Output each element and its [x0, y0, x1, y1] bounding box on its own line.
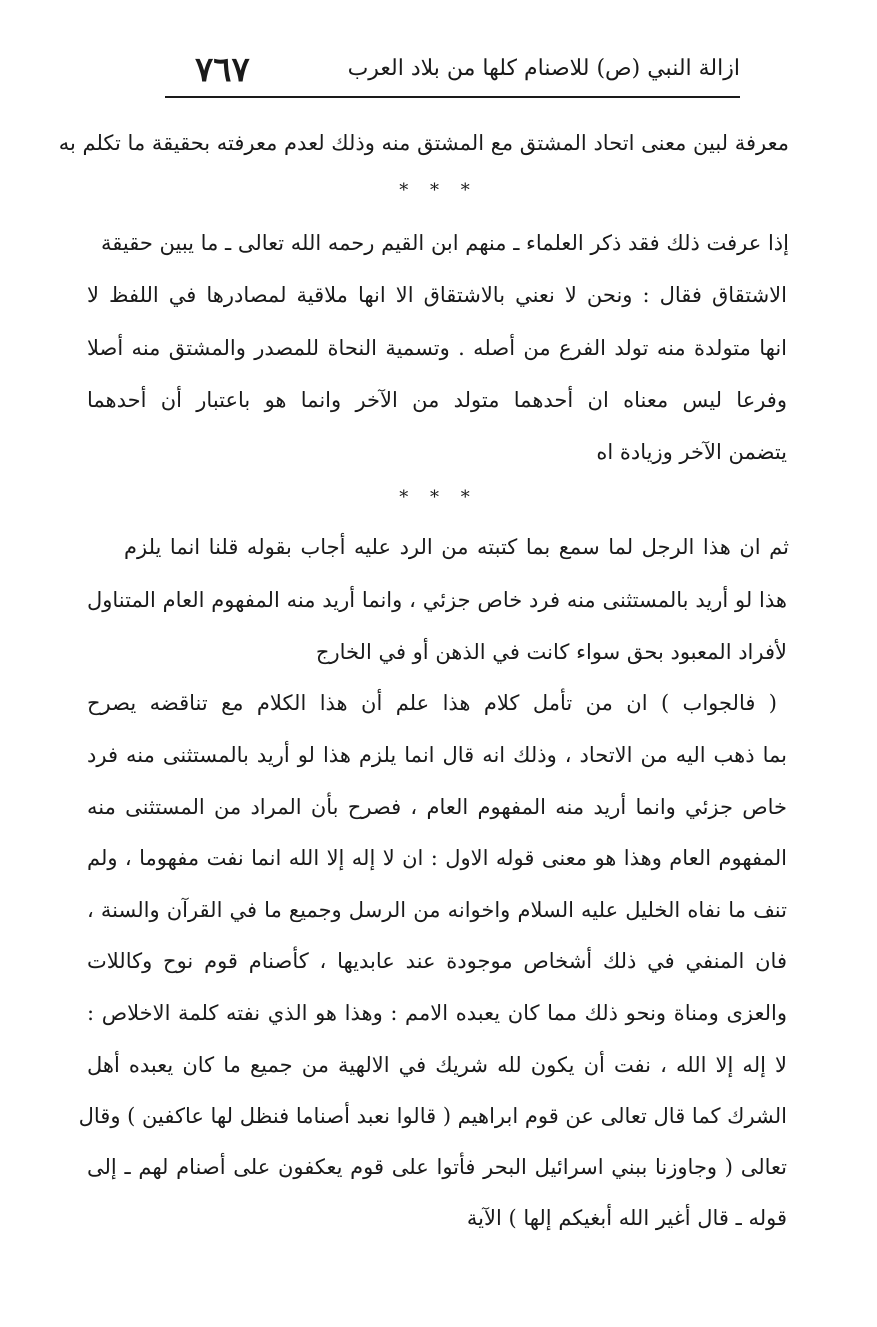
running-title: ازالة النبي (ص) للاصنام كلها من بلاد العرب: [347, 56, 740, 81]
text-line: انها متولدة منه تولد الفرع من أصله . وتسمية النحاة للمصدر والمشتق منه أصلا: [87, 336, 787, 360]
text-line: يتضمن الآخر وزيادة اه: [596, 440, 787, 464]
page-number: ٧٦٧: [195, 50, 250, 90]
text-line: ( فالجواب ) ان من تأمل كلام هذا علم أن هذا الكلام مع تناقضه يصرح: [87, 691, 777, 715]
text-line: هذا لو أريد بالمستثنى منه فرد خاص جزئي ، وانما أريد منه المفهوم العام المتناول: [87, 588, 787, 612]
text-line: إذا عرفت ذلك فقد ذكر العلماء ـ منهم ابن القيم رحمه الله تعالى ـ ما يبين حقيقة: [101, 231, 789, 255]
text-line: خاص جزئي وانما أريد منه المفهوم العام ، فصرح بأن المراد من المستثنى منه: [87, 795, 787, 819]
text-line: فان المنفي في ذلك أشخاص موجودة عند عابديها ، كأصنام قوم نوح وكاللات: [87, 949, 787, 973]
text-line: الاشتقاق فقال : ونحن لا نعني بالاشتقاق الا انها ملاقية لمصادرها في اللفظ لا: [87, 283, 787, 307]
text-line: وفرعا ليس معناه ان أحدهما متولد من الآخر وانما هو باعتبار أن أحدهما: [87, 388, 787, 412]
section-separator: * * *: [399, 487, 478, 508]
text-line: قوله ـ قال أغير الله أبغيكم إلها ) الآية: [466, 1206, 787, 1230]
text-line: بما ذهب اليه من الاتحاد ، وذلك انه قال انما يلزم هذا لو أريد بالمستثنى منه فرد: [87, 743, 787, 767]
text-line: المفهوم العام وهذا هو معنى قوله الاول : ان لا إله إلا الله انما نفت مفهوما ، ولم: [87, 846, 787, 870]
text-line: الشرك كما قال تعالى عن قوم ابراهيم ( قالوا نعبد أصناما فنظل لها عاكفين ) وقال: [78, 1104, 787, 1128]
text-line: تنف ما نفاه الخليل عليه السلام واخوانه من الرسل وجميع ما في القرآن والسنة ،: [87, 898, 787, 922]
text-line: لأفراد المعبود بحق سواء كانت في الذهن أو في الخارج: [315, 640, 787, 664]
running-header: [165, 52, 740, 98]
text-line: معرفة لبين معنى اتحاد المشتق مع المشتق منه وذلك لعدم معرفته بحقيقة ما تكلم به: [58, 131, 789, 155]
section-separator: * * *: [399, 180, 478, 201]
text-line: ثم ان هذا الرجل لما سمع بما كتبته من الرد عليه أجاب بقوله قلنا انما يلزم: [124, 535, 789, 559]
text-line: والعزى ومناة ونحو ذلك مما كان يعبده الامم : وهذا هو الذي نفته كلمة الاخلاص :: [87, 1001, 787, 1025]
text-line: تعالى ( وجاوزنا ببني اسرائيل البحر فأتوا على قوم يعكفون على أصنام لهم ـ إلى: [87, 1155, 787, 1179]
text-line: لا إله إلا الله ، نفت أن يكون لله شريك في الالهية من جميع ما كان يعبده أهل: [87, 1053, 787, 1077]
